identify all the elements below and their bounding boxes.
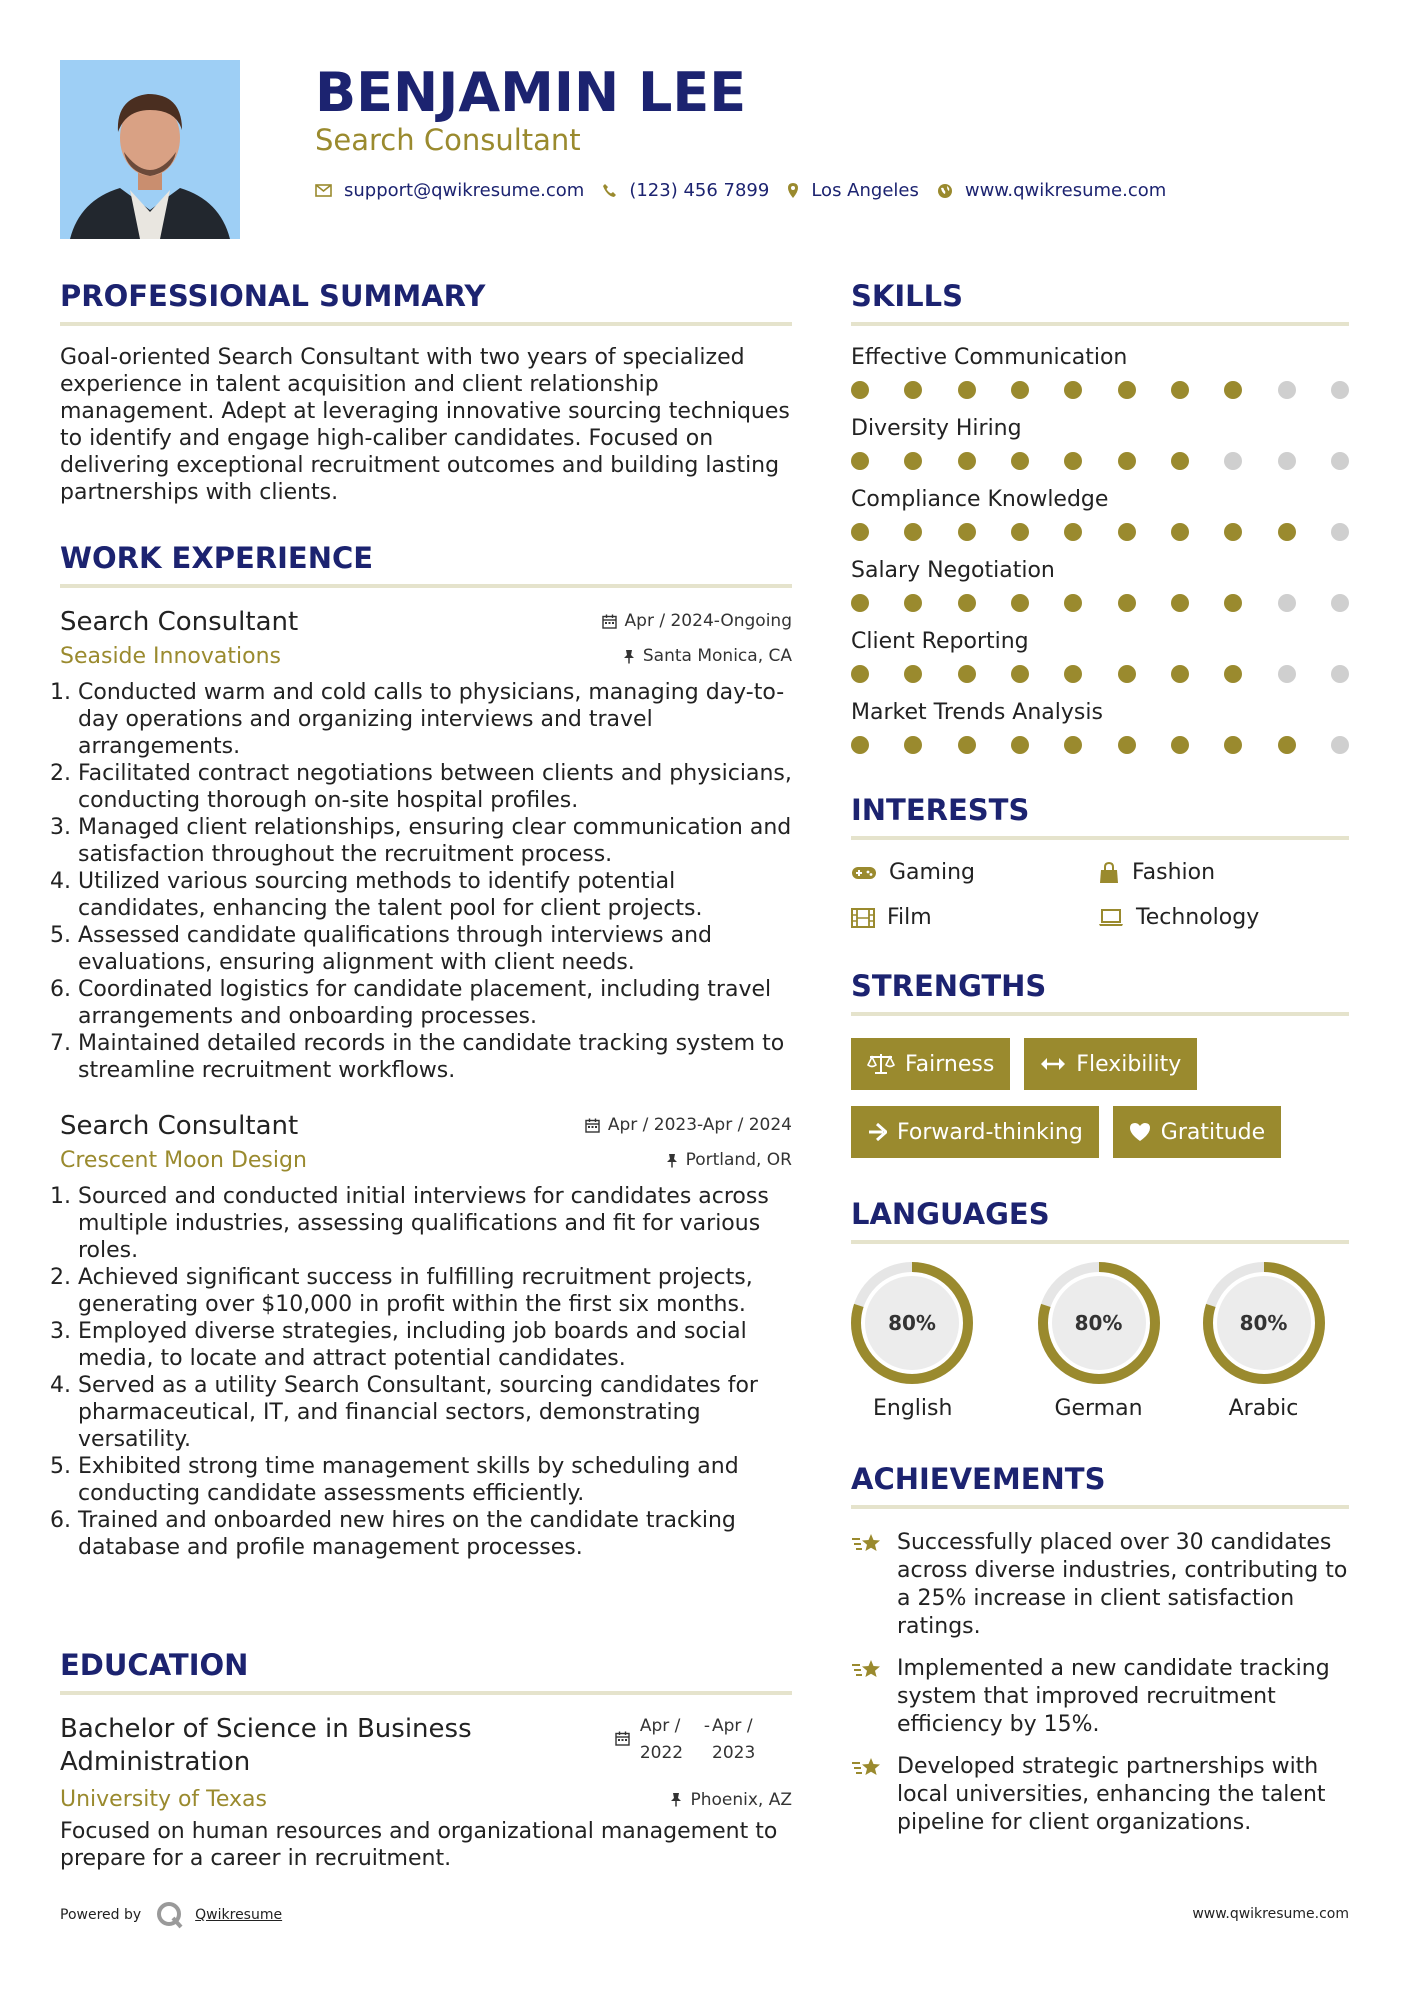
skill-dot-filled — [1064, 736, 1082, 754]
job-date-text: Apr / 2023-Apr / 2024 — [607, 1115, 792, 1135]
skill-dot-filled — [958, 665, 976, 683]
skill-dot-empty — [1278, 381, 1296, 399]
job-entry-1 — [60, 606, 792, 1084]
skill-dot-filled — [851, 452, 869, 470]
contact-phone[interactable] — [602, 180, 769, 201]
skill-dot-filled — [958, 594, 976, 612]
achievement-item — [851, 1529, 1349, 1641]
skill-dot-filled — [1118, 523, 1136, 541]
skill-dot-empty — [1278, 665, 1296, 683]
skill-dot-filled — [1278, 736, 1296, 754]
skill-dot-empty — [1331, 594, 1349, 612]
achievement-item — [851, 1753, 1349, 1837]
film-icon — [851, 908, 875, 928]
globe-icon — [937, 183, 953, 199]
calendar-icon — [602, 614, 617, 629]
pushpin-icon — [623, 649, 635, 664]
skill-dot-filled — [1011, 665, 1029, 683]
interest-label: Fashion — [1132, 860, 1216, 885]
skill-dot-filled — [958, 523, 976, 541]
skill-dot-filled — [1224, 594, 1242, 612]
skill-dot-filled — [1171, 452, 1189, 470]
job-bullet: 2. Facilitated contract negotiations between clients and physicians, conducting thorough on-site hospital profiles. — [78, 760, 792, 814]
skill-dot-filled — [1011, 381, 1029, 399]
skill-dot-filled — [1171, 594, 1189, 612]
skills-heading: SKILLS — [851, 278, 1349, 326]
job-bullet: 3. Employed diverse strategies, including job boards and social media, to locate and attract potential candidates. — [78, 1318, 792, 1372]
shooting-star-icon — [851, 1755, 883, 1781]
skill-item — [851, 628, 1349, 683]
shooting-star-icon — [851, 1657, 883, 1683]
skill-item — [851, 415, 1349, 470]
location-text: Los Angeles — [811, 180, 919, 201]
job-company: Seaside Innovations — [60, 644, 281, 669]
education-description: Focused on human resources and organizational management to prepare for a career in recruitment. — [60, 1819, 778, 1871]
skill-dot-filled — [851, 523, 869, 541]
skill-dot-filled — [1224, 665, 1242, 683]
job-bullet: 4. Utilized various sourcing methods to identify potential candidates, enhancing the talent pool for client projects. — [78, 868, 792, 922]
skill-dot-filled — [1224, 736, 1242, 754]
arrows-horizontal-icon — [1040, 1057, 1066, 1071]
skill-rating — [851, 381, 1349, 399]
profile-photo — [60, 60, 240, 239]
job-bullet: 2. Achieved significant success in fulfilling recruitment projects, generating over $10,000 in profit within the first six months. — [78, 1264, 792, 1318]
skill-dot-empty — [1331, 523, 1349, 541]
skill-item — [851, 344, 1349, 399]
date-separator: - — [703, 1716, 710, 1736]
interest-technology — [1098, 905, 1345, 930]
job-bullet: 3. Managed client relationships, ensuring clear communication and satisfaction throughout the recruitment process. — [78, 814, 792, 868]
skill-dot-filled — [1118, 452, 1136, 470]
summary-text: Goal-oriented Search Consultant with two years of specialized experience in talent acquisition and client relationship management. Adept at leveraging innovative sourcing techniques to identify and engage high-caliber candidates. Focused on delivering exceptional recruitment outcomes and building lasting partnerships with clients. — [60, 345, 790, 505]
interest-gaming — [851, 860, 1098, 885]
interest-label: Gaming — [889, 860, 975, 885]
education-meta-row — [60, 1787, 792, 1812]
job-bullet: 4. Served as a utility Search Consultant, sourcing candidates for pharmaceutical, IT, and financial sectors, demonstrating versatility. — [78, 1372, 792, 1453]
map-pin-icon — [787, 182, 799, 199]
contact-location — [787, 180, 919, 201]
skill-dot-empty — [1331, 665, 1349, 683]
skill-dot-filled — [1064, 523, 1082, 541]
laptop-icon — [1098, 909, 1124, 927]
language-ring — [1038, 1262, 1160, 1384]
language-name: English — [873, 1396, 953, 1421]
achievements-list — [851, 1529, 1349, 1837]
phone-text[interactable]: (123) 456 7899 — [629, 180, 770, 201]
skill-dot-filled — [904, 381, 922, 399]
footer-powered-by — [60, 1900, 282, 1930]
skill-name: Effective Communication — [851, 345, 1128, 370]
skill-item — [851, 486, 1349, 541]
skill-dot-filled — [1064, 381, 1082, 399]
interest-label: Technology — [1136, 905, 1260, 930]
brand-link[interactable]: Qwikresume — [195, 1907, 283, 1923]
skill-name: Diversity Hiring — [851, 416, 1022, 441]
education-date-start: Apr / 2022 — [639, 1716, 684, 1763]
skill-rating — [851, 665, 1349, 683]
skill-dot-empty — [1331, 381, 1349, 399]
strength-chip — [851, 1106, 1099, 1158]
school-name: University of Texas — [60, 1787, 267, 1812]
language-item — [1016, 1262, 1181, 1421]
skill-rating — [851, 452, 1349, 470]
job-bullet: 6. Coordinated logistics for candidate placement, including travel arrangements and onboarding processes. — [78, 976, 792, 1030]
skill-dot-filled — [1064, 452, 1082, 470]
skill-name: Client Reporting — [851, 629, 1029, 654]
skill-dot-filled — [904, 594, 922, 612]
balance-scale-icon — [867, 1053, 895, 1075]
interests-heading: INTERESTS — [851, 792, 1349, 840]
strengths-list — [851, 1038, 1349, 1158]
skill-dot-empty — [1278, 452, 1296, 470]
right-column — [851, 278, 1349, 1851]
skill-dot-filled — [1171, 736, 1189, 754]
job-title: Search Consultant — [60, 607, 299, 637]
job-location-text: Santa Monica, CA — [642, 646, 792, 666]
job-title: Search Consultant — [60, 1111, 299, 1141]
skill-item — [851, 557, 1349, 612]
job-location — [666, 1150, 792, 1170]
skill-rating — [851, 523, 1349, 541]
powered-by-text: Powered by — [60, 1907, 142, 1923]
skill-rating — [851, 736, 1349, 754]
achievement-item — [851, 1655, 1349, 1739]
skill-dot-filled — [904, 523, 922, 541]
skill-dot-filled — [1278, 523, 1296, 541]
skill-dot-filled — [1224, 381, 1242, 399]
job-bullet: 5. Exhibited strong time management skills by scheduling and conducting candidate assessments efficiently. — [78, 1453, 792, 1507]
calendar-icon — [585, 1118, 600, 1133]
left-column — [60, 278, 792, 1561]
envelope-icon — [315, 184, 332, 197]
education-date — [615, 1713, 764, 1767]
skill-dot-filled — [904, 452, 922, 470]
strength-label: Forward-thinking — [897, 1119, 1083, 1145]
education-heading: EDUCATION — [60, 1647, 792, 1695]
skill-dot-filled — [1011, 736, 1029, 754]
arrow-right-icon — [867, 1123, 887, 1141]
job-date-text: Apr / 2024-Ongoing — [624, 611, 792, 631]
strength-chip — [1113, 1106, 1281, 1158]
skill-dot-filled — [1171, 381, 1189, 399]
languages-list — [851, 1262, 1349, 1421]
language-percent: 80% — [888, 1311, 936, 1335]
job-entry-2 — [60, 1110, 792, 1561]
skill-dot-filled — [958, 452, 976, 470]
achievements-heading: ACHIEVEMENTS — [851, 1461, 1349, 1509]
pushpin-icon — [666, 1153, 678, 1168]
job-date — [585, 1115, 792, 1135]
degree-title: Bachelor of Science in Business Administration — [60, 1714, 472, 1777]
candidate-title: Search Consultant — [315, 123, 581, 157]
contact-email[interactable] — [315, 180, 584, 201]
heart-icon — [1129, 1122, 1151, 1142]
language-ring — [851, 1262, 973, 1384]
language-item — [1181, 1262, 1346, 1421]
language-percent: 80% — [1074, 1311, 1123, 1335]
job-bullet: 7. Maintained detailed records in the candidate tracking system to streamline recruitment workflows. — [78, 1030, 792, 1084]
skill-rating — [851, 594, 1349, 612]
skill-dot-filled — [1011, 452, 1029, 470]
skill-name: Compliance Knowledge — [851, 487, 1109, 512]
job-bullet: 1. Sourced and conducted initial interviews for candidates across multiple industries, assessing qualifications and fit for various roles. — [78, 1183, 792, 1264]
education-section — [60, 1647, 792, 1872]
skills-list — [851, 344, 1349, 754]
contact-bar — [315, 180, 1184, 201]
job-location-text: Portland, OR — [685, 1150, 792, 1170]
job-bullets — [60, 679, 792, 1084]
skill-dot-filled — [1118, 594, 1136, 612]
skill-dot-filled — [1171, 665, 1189, 683]
job-company: Crescent Moon Design — [60, 1148, 307, 1173]
skill-dot-filled — [851, 665, 869, 683]
skill-dot-filled — [1064, 665, 1082, 683]
footer-website[interactable]: www.qwikresume.com — [1192, 1906, 1349, 1922]
job-location — [623, 646, 792, 666]
skill-dot-empty — [1331, 452, 1349, 470]
candidate-name: BENJAMIN LEE — [315, 61, 747, 124]
interests-grid — [851, 860, 1349, 930]
language-item — [851, 1262, 971, 1421]
skill-dot-empty — [1331, 736, 1349, 754]
skill-item — [851, 699, 1349, 754]
gamepad-icon — [851, 865, 877, 881]
email-text[interactable]: support@qwikresume.com — [344, 180, 585, 201]
skill-dot-filled — [1011, 523, 1029, 541]
job-date — [602, 611, 792, 631]
language-name: German — [1054, 1396, 1143, 1421]
strength-label: Gratitude — [1160, 1119, 1266, 1145]
strength-label: Fairness — [905, 1051, 995, 1077]
language-ring — [1203, 1262, 1325, 1384]
job-bullet: 1. Conducted warm and cold calls to physicians, managing day-to-day operations and organizing interviews and travel arrangements. — [78, 679, 792, 760]
strengths-heading: STRENGTHS — [851, 968, 1349, 1016]
skill-dot-filled — [904, 736, 922, 754]
shooting-star-icon — [851, 1531, 883, 1557]
skill-name: Market Trends Analysis — [851, 700, 1103, 725]
strength-chip — [1024, 1038, 1197, 1090]
skill-dot-filled — [1064, 594, 1082, 612]
job-bullet: 6. Trained and onboarded new hires on the candidate tracking database and profile management processes. — [78, 1507, 792, 1561]
pushpin-icon — [670, 1792, 682, 1807]
interest-film — [851, 905, 1098, 930]
experience-heading: WORK EXPERIENCE — [60, 540, 792, 588]
achievement-text: Implemented a new candidate tracking system that improved recruitment efficiency by 15%. — [897, 1656, 1330, 1737]
skill-dot-filled — [1224, 523, 1242, 541]
skill-dot-filled — [958, 736, 976, 754]
achievement-text: Successfully placed over 30 candidates across diverse industries, contributing to a 25% increase in client satisfaction ratings. — [897, 1530, 1348, 1639]
education-location-text: Phoenix, AZ — [690, 1789, 792, 1810]
phone-icon — [602, 183, 617, 198]
interest-fashion — [1098, 860, 1345, 885]
calendar-icon — [615, 1731, 630, 1746]
skill-dot-filled — [851, 381, 869, 399]
skill-dot-empty — [1224, 452, 1242, 470]
website-text[interactable]: www.qwikresume.com — [964, 180, 1167, 201]
skill-dot-filled — [1011, 594, 1029, 612]
achievement-text: Developed strategic partnerships with local universities, enhancing the talent pipeline for client organizations. — [897, 1754, 1326, 1835]
strength-label: Flexibility — [1076, 1051, 1182, 1077]
skill-dot-filled — [958, 381, 976, 399]
qwikresume-logo-icon — [155, 1900, 185, 1930]
skill-dot-filled — [1118, 736, 1136, 754]
skill-dot-filled — [851, 736, 869, 754]
skill-dot-filled — [851, 594, 869, 612]
skill-dot-filled — [1118, 665, 1136, 683]
job-bullet: 5. Assessed candidate qualifications through interviews and evaluations, ensuring alignment with client needs. — [78, 922, 792, 976]
skill-dot-filled — [904, 665, 922, 683]
skill-dot-filled — [1171, 523, 1189, 541]
shopping-bag-icon — [1098, 862, 1120, 884]
language-percent: 80% — [1239, 1311, 1288, 1335]
skill-name: Salary Negotiation — [851, 558, 1055, 583]
interest-label: Film — [887, 905, 932, 930]
education-location — [670, 1787, 792, 1812]
skill-dot-empty — [1278, 594, 1296, 612]
education-entry — [60, 1713, 792, 1872]
job-bullets — [60, 1183, 792, 1561]
languages-heading: LANGUAGES — [851, 1196, 1349, 1244]
language-name: Arabic — [1228, 1396, 1299, 1421]
strength-chip — [851, 1038, 1010, 1090]
education-date-end: Apr / 2023 — [712, 1716, 756, 1763]
summary-heading: PROFESSIONAL SUMMARY — [60, 278, 792, 326]
skill-dot-filled — [1118, 381, 1136, 399]
contact-website[interactable] — [937, 180, 1166, 201]
